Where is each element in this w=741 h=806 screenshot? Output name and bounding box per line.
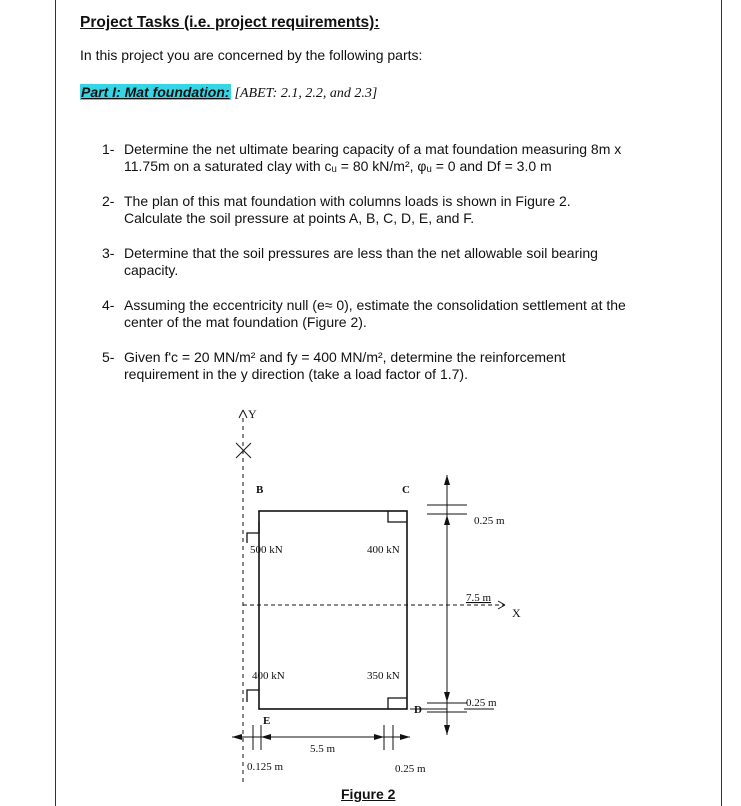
page-border-right bbox=[721, 0, 722, 806]
x-axis-label: X bbox=[512, 606, 521, 620]
dimension-arrow bbox=[261, 734, 271, 740]
part-label: Part I: Mat foundation: bbox=[81, 84, 230, 100]
task-line: Determine the net ultimate bearing capacity of a mat foundation measuring 8m x bbox=[124, 141, 622, 157]
dimension-arrow bbox=[232, 734, 242, 740]
dimension-arrow bbox=[400, 734, 410, 740]
page-border-left bbox=[55, 0, 56, 806]
figure-caption: Figure 2 bbox=[341, 786, 396, 802]
task-number: 1- bbox=[102, 141, 115, 157]
task-line: Determine that the soil pressures are less than the net allowable soil bearing bbox=[124, 245, 598, 261]
load-label: 350 kN bbox=[367, 670, 400, 682]
dimension-label: 0.125 m bbox=[247, 761, 284, 773]
task-item bbox=[102, 297, 664, 331]
dimension-label: 0.25 m bbox=[466, 697, 497, 709]
task-item bbox=[102, 245, 664, 279]
column-mark-d bbox=[388, 698, 407, 709]
column-mark-c bbox=[388, 511, 407, 522]
intro-text: In this project you are concerned by the following parts: bbox=[80, 47, 423, 63]
point-label-b: B bbox=[256, 484, 264, 496]
task-line: The plan of this mat foundation with columns loads is shown in Figure 2. bbox=[124, 193, 571, 209]
task-item bbox=[102, 349, 664, 383]
dimension-arrow bbox=[444, 725, 450, 735]
point-label-d: D bbox=[414, 704, 422, 716]
task-number: 4- bbox=[102, 297, 115, 313]
task-line: Assuming the eccentricity null (e≈ 0), estimate the consolidation settlement at the bbox=[124, 297, 626, 313]
task-number: 5- bbox=[102, 349, 115, 365]
page-heading: Project Tasks (i.e. project requirements): bbox=[80, 14, 380, 31]
dimension-arrow bbox=[374, 734, 384, 740]
mat-foundation-plan bbox=[225, 400, 535, 785]
task-line: center of the mat foundation (Figure 2). bbox=[124, 314, 367, 330]
task-number: 3- bbox=[102, 245, 115, 261]
point-label-c: C bbox=[402, 484, 410, 496]
dimension-arrow bbox=[444, 515, 450, 525]
task-line: 11.75m on a saturated clay with cᵤ = 80 kN/m², φᵤ = 0 and Df = 3.0 m bbox=[124, 158, 552, 174]
load-label: 400 kN bbox=[252, 670, 285, 682]
task-line: capacity. bbox=[124, 262, 179, 278]
task-number: 2- bbox=[102, 193, 115, 209]
dimension-label: 0.25 m bbox=[395, 763, 426, 775]
task-line: Given f'c = 20 MN/m² and fy = 400 MN/m², determine the reinforcement bbox=[124, 349, 566, 365]
part-title bbox=[80, 84, 377, 102]
task-item bbox=[102, 193, 664, 227]
y-axis-label: Y bbox=[248, 407, 257, 421]
column-mark-b bbox=[247, 522, 259, 543]
column-mark-e bbox=[247, 690, 259, 702]
load-label: 500 kN bbox=[250, 544, 283, 556]
dimension-label: 7.5 m bbox=[466, 592, 492, 604]
dimension-label: 5.5 m bbox=[310, 743, 336, 755]
dimension-label: 0.25 m bbox=[474, 515, 505, 527]
dimension-arrow bbox=[444, 475, 450, 485]
y-axis-arrow bbox=[239, 410, 247, 418]
part-reference: [ABET: 2.1, 2.2, and 2.3] bbox=[234, 86, 378, 101]
task-line: requirement in the y direction (take a load factor of 1.7). bbox=[124, 366, 468, 382]
task-line: Calculate the soil pressure at points A, B, C, D, E, and F. bbox=[124, 210, 475, 226]
load-label: 400 kN bbox=[367, 544, 400, 556]
task-item bbox=[102, 141, 664, 175]
point-label-e: E bbox=[263, 715, 271, 727]
dimension-arrow bbox=[444, 692, 450, 702]
